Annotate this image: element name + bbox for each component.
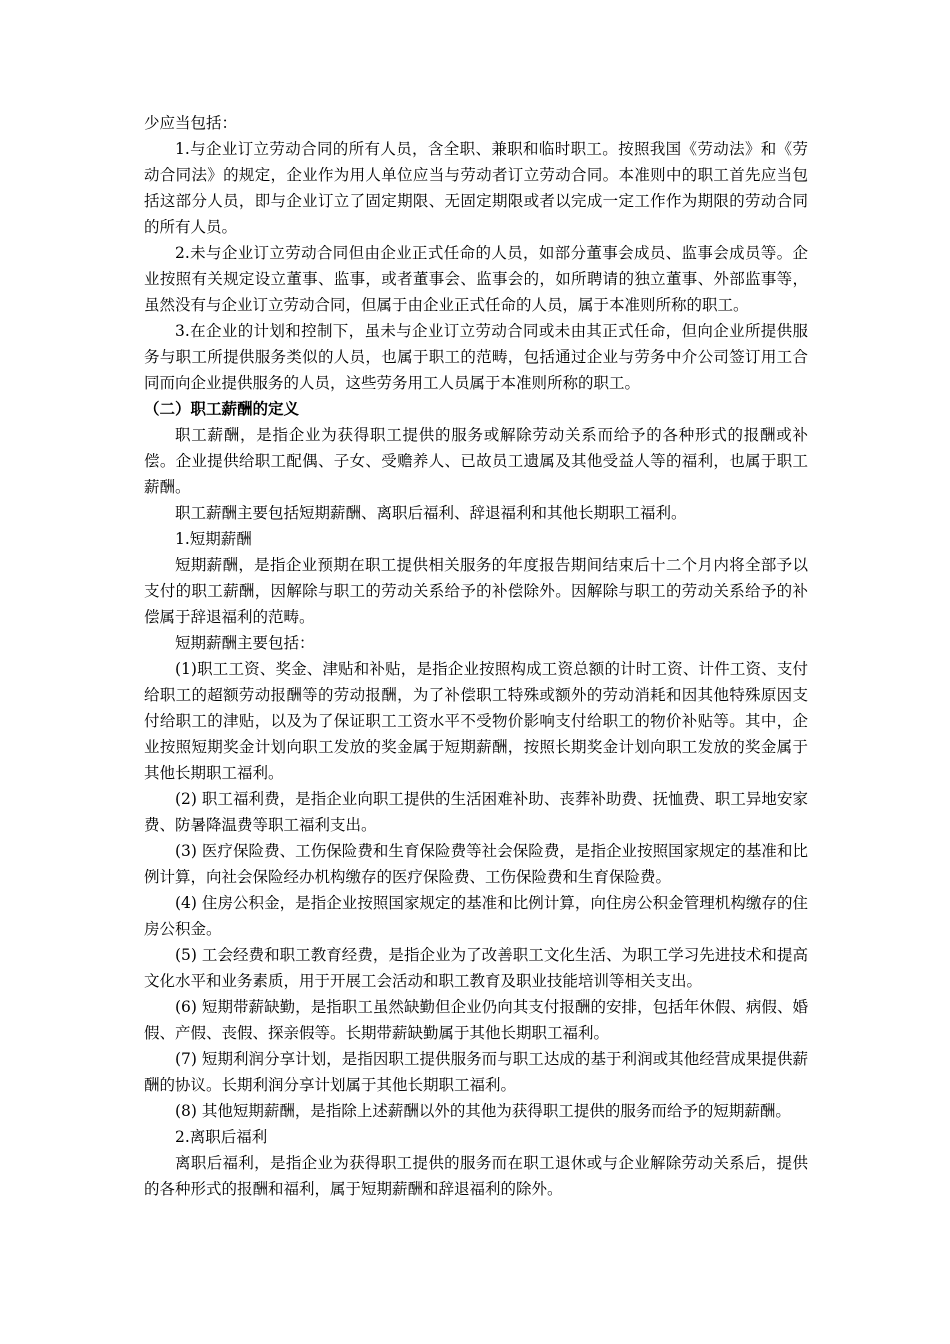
list-item: (6) 短期带薪缺勤，是指职工虽然缺勤但企业仍向其支付报酬的安排，包括年休假、病假、婚假、产假、丧假、探亲假等。长期带薪缺勤属于其他长期职工福利。 [144, 998, 808, 1042]
subheading: 2.离职后福利 [175, 1128, 268, 1146]
paragraph: 职工薪酬主要包括短期薪酬、离职后福利、辞退福利和其他长期职工福利。 [175, 504, 687, 522]
list-item: (5) 工会经费和职工教育经费，是指企业为了改善职工文化生活、为职工学习先进技术和提高文化水平和业务素质，用于开展工会活动和职工教育及职业技能培训等相关支出。 [144, 946, 808, 990]
list-item: (7) 短期利润分享计划，是指因职工提供服务而与职工达成的基于利润或其他经营成果提供薪酬的协议。长期利润分享计划属于其他长期职工福利。 [144, 1050, 808, 1094]
list-item: (2) 职工福利费，是指企业向职工提供的生活困难补助、丧葬补助费、抚恤费、职工异地安家费、防暑降温费等职工福利支出。 [144, 790, 808, 834]
paragraph: 短期薪酬主要包括： [175, 634, 315, 652]
document-body [144, 110, 808, 1202]
paragraph: 短期薪酬，是指企业预期在职工提供相关服务的年度报告期间结束后十二个月内将全部予以支付的职工薪酬，因解除与职工的劳动关系给予的补偿除外。因解除与职工的劳动关系给予的补偿属于辞退福利的范畴。 [144, 556, 808, 626]
paragraph: 3.在企业的计划和控制下，虽未与企业订立劳动合同或未由其正式任命，但向企业所提供服务与职工所提供服务类似的人员，也属于职工的范畴，包括通过企业与劳务中介公司签订用工合同而向企业提供服务的人员，这些劳务用工人员属于本准则所称的职工。 [144, 322, 808, 392]
paragraph: 1.与企业订立劳动合同的所有人员，含全职、兼职和临时职工。按照我国《劳动法》和《劳动合同法》的规定，企业作为用人单位应当与劳动者订立劳动合同。本准则中的职工首先应当包括这部分人员，即与企业订立了固定期限、无固定期限或者以完成一定工作作为期限的劳动合同的所有人员。 [144, 140, 808, 236]
subheading: 1.短期薪酬 [175, 530, 252, 548]
section-heading: （二）职工薪酬的定义 [144, 400, 300, 418]
list-item: (8) 其他短期薪酬，是指除上述薪酬以外的其他为获得职工提供的服务而给予的短期薪酬。 [175, 1102, 791, 1120]
list-item: (1)职工工资、奖金、津贴和补贴，是指企业按照构成工资总额的计时工资、计件工资、支付给职工的超额劳动报酬等的劳动报酬，为了补偿职工特殊或额外的劳动消耗和因其他特殊原因支付给职工的津贴，以及为了保证职工工资水平不受物价影响支付给职工的物价补贴等。其中，企业按照短期奖金计划向职工发放的奖金属于短期薪酬，按照长期奖金计划向职工发放的奖金属于其他长期职工福利。 [144, 660, 808, 782]
list-item: (3) 医疗保险费、工伤保险费和生育保险费等社会保险费，是指企业按照国家规定的基准和比例计算，向社会保险经办机构缴存的医疗保险费、工伤保险费和生育保险费。 [144, 842, 808, 886]
paragraph: 离职后福利，是指企业为获得职工提供的服务而在职工退休或与企业解除劳动关系后，提供的各种形式的报酬和福利，属于短期薪酬和辞退福利的除外。 [144, 1154, 808, 1198]
paragraph: 2.未与企业订立劳动合同但由企业正式任命的人员，如部分董事会成员、监事会成员等。企业按照有关规定设立董事、监事，或者董事会、监事会的，如所聘请的独立董事、外部监事等，虽然没有与企业订立劳动合同，但属于由企业正式任命的人员，属于本准则所称的职工。 [144, 244, 808, 314]
paragraph: 职工薪酬，是指企业为获得职工提供的服务或解除劳动关系而给予的各种形式的报酬或补偿。企业提供给职工配偶、子女、受赡养人、已故员工遗属及其他受益人等的福利，也属于职工薪酬。 [144, 426, 808, 496]
paragraph: 少应当包括： [144, 114, 238, 132]
list-item: (4) 住房公积金，是指企业按照国家规定的基准和比例计算，向住房公积金管理机构缴存的住房公积金。 [144, 894, 808, 938]
